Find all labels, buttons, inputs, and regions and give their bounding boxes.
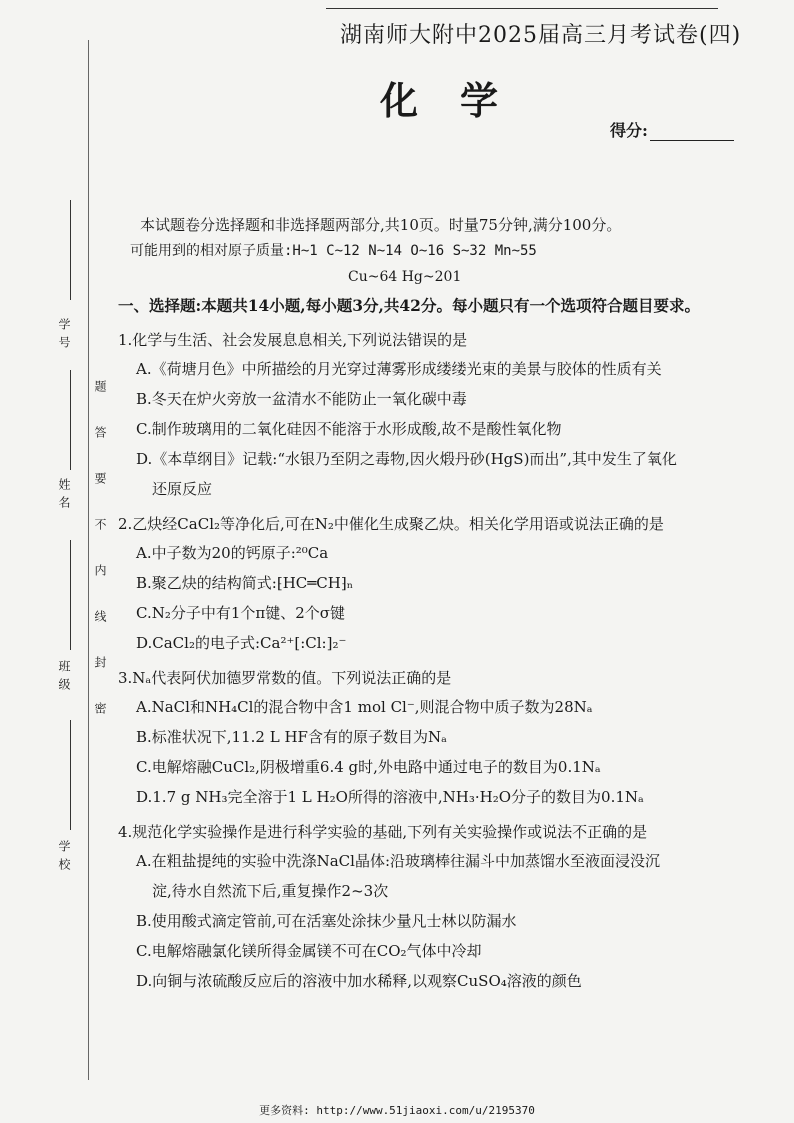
- school-label: 学校: [57, 840, 71, 876]
- student-id-blank[interactable]: [70, 200, 71, 300]
- question-stem: 1.化学与生活、社会发展息息相关,下列说法错误的是: [118, 331, 468, 349]
- option-a[interactable]: A.NaCl和NH₄Cl的混合物中含1 mol Cl⁻,则混合物中质子数为28Nₐ: [136, 698, 593, 716]
- option-d[interactable]: D.1.7 g NH₃完全溶于1 L H₂O所得的溶液中,NH₃·H₂O分子的数目为0.1Nₐ: [136, 788, 644, 806]
- name-label: 姓名: [57, 478, 71, 514]
- sealing-warning: 题答要不内线封密: [93, 380, 107, 748]
- option-c[interactable]: C.电解熔融氯化镁所得金属镁不可在CO₂气体中冷却: [136, 942, 482, 960]
- option-d-cont: 还原反应: [152, 480, 213, 498]
- option-a-cont: 淀,待水自然流下后,重复操作2~3次: [152, 882, 389, 900]
- option-a[interactable]: A.在粗盐提纯的实验中洗涤NaCl晶体:沿玻璃棒往漏斗中加蒸馏水至液面浸没沉: [136, 852, 660, 870]
- binding-line: [88, 40, 89, 1080]
- atomic-masses: 可能用到的相对原子质量:H~1 C~12 N~14 O~16 S~32 Mn~55: [130, 243, 537, 259]
- option-c[interactable]: C.N₂分子中有1个π键、2个σ键: [136, 604, 346, 622]
- option-b[interactable]: B.聚乙炔的结构简式:⁅HC═CH⁆ₙ: [136, 574, 354, 592]
- question-stem: 3.Nₐ代表阿伏加德罗常数的值。下列说法正确的是: [118, 669, 452, 687]
- option-a[interactable]: A.《荷塘月色》中所描绘的月光穿过薄雾形成缕缕光束的美景与胶体的性质有关: [136, 360, 662, 378]
- subject-title: 化学: [380, 78, 541, 123]
- exam-content: [118, 212, 748, 996]
- option-c[interactable]: C.电解熔融CuCl₂,阴极增重6.4 g时,外电路中通过电子的数目为0.1Nₐ: [136, 758, 601, 776]
- option-b[interactable]: B.冬天在炉火旁放一盆清水不能防止一氧化碳中毒: [136, 390, 467, 408]
- section-heading: 一、选择题:本题共14小题,每小题3分,共42分。每小题只有一个选项符合题目要求。: [118, 296, 700, 315]
- score-label: 得分:: [610, 121, 648, 140]
- class-label: 班级: [57, 660, 71, 696]
- option-a[interactable]: A.中子数为20的钙原子:²⁰Ca: [136, 544, 329, 562]
- score-blank[interactable]: [650, 124, 734, 141]
- intro-text: 本试题卷分选择题和非选择题两部分,共10页。时量75分钟,满分100分。: [140, 216, 622, 234]
- option-d[interactable]: D.向铜与浓硫酸反应后的溶液中加水稀释,以观察CuSO₄溶液的颜色: [136, 972, 582, 990]
- question-stem: 4.规范化学实验操作是进行科学实验的基础,下列有关实验操作或说法不正确的是: [118, 823, 648, 841]
- header-rule: [326, 8, 718, 9]
- student-id-label: 学号: [57, 318, 71, 354]
- class-blank[interactable]: [70, 540, 71, 650]
- name-blank[interactable]: [70, 370, 71, 470]
- footer-link[interactable]: 更多资料: http://www.51jiaoxi.com/u/2195370: [259, 1104, 535, 1117]
- school-blank[interactable]: [70, 720, 71, 830]
- atomic-masses-cont: Cu~64 Hg~201: [348, 269, 462, 285]
- option-c[interactable]: C.制作玻璃用的二氧化硅因不能溶于水形成酸,故不是酸性氧化物: [136, 420, 562, 438]
- option-d[interactable]: D.《本草纲目》记载:“水银乃至阴之毒物,因火煅丹砂(HgS)而出”,其中发生了氧化: [136, 450, 677, 468]
- question-stem: 2.乙炔经CaCl₂等净化后,可在N₂中催化生成聚乙炔。相关化学用语或说法正确的是: [118, 515, 664, 533]
- score-field: [610, 118, 734, 141]
- option-d[interactable]: D.CaCl₂的电子式:Ca²⁺[:Cl:]₂⁻: [136, 634, 347, 652]
- exam-title: 湖南师大附中2025届高三月考试卷(四): [340, 23, 742, 48]
- option-b[interactable]: B.标准状况下,11.2 L HF含有的原子数目为Nₐ: [136, 728, 447, 746]
- option-b[interactable]: B.使用酸式滴定管前,可在活塞处涂抹少量凡士林以防漏水: [136, 912, 517, 930]
